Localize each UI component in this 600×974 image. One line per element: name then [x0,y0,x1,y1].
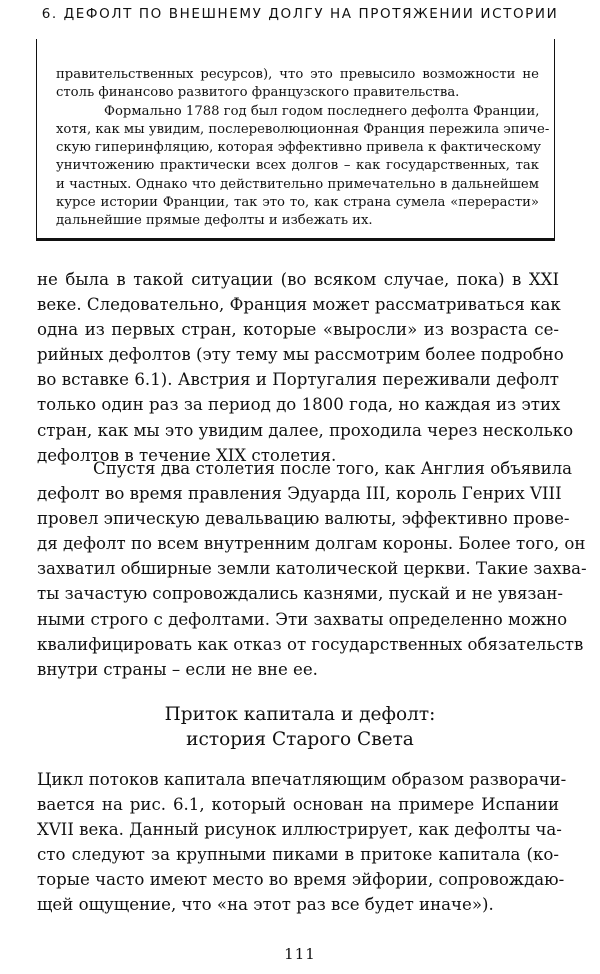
text-line: внутри страны – если не вне ее. [37,659,318,679]
page-number: 111 [284,945,316,963]
text-line: провел эпическую девальвацию валюты, эффективно прове- [37,509,570,529]
text-line: уничтожению практически всех долгов – как государственных, так [56,158,539,174]
text-line: Цикл потоков капитала впечатляющим образом разворачи- [37,770,567,789]
text-line: одна из первых стран, которые «выросли» из возраста се- [37,320,559,340]
text-line: Формально 1788 год был годом последнего дефолта Франции, [104,103,540,119]
text-line: сто следуют за крупными пиками в притоке капитала (ко- [37,845,559,865]
text-line: квалифицировать как отказ от государственных обязательств [37,634,584,654]
section-heading [0,702,600,752]
text-line: и частных. Однако что действительно примечательно в дальнейшем [56,176,539,192]
text-line: правительственных ресурсов), что это превысило возможности не [56,67,539,82]
section-heading-line: история Старого Света [186,729,414,750]
text-line: дефолт во время правления Эдуарда III, король Генрих VIII [37,484,562,504]
text-line: дефолтов в течение XIX столетия. [37,445,337,465]
text-line: Спустя два столетия после того, как Англия объявила [93,459,573,478]
text-line: дя дефолт по всем внутренним долгам короны. Более того, он [37,534,586,554]
text-line: XVII века. Данный рисунок иллюстрирует, как дефолты ча- [37,820,562,840]
running-header: 6. ДЕФОЛТ ПО ВНЕШНЕМУ ДОЛГУ НА ПРОТЯЖЕНИИ ИСТОРИИ [41,6,559,22]
text-line: только один раз за период до 1800 года, но каждая из этих [37,395,561,415]
paragraph-capital-flows [37,767,567,918]
boxed-inset-text [56,66,550,231]
text-line: не была в такой ситуации (во всяком случае, пока) в XXI [37,270,559,289]
text-line: хотя, как мы увидим, послереволюционная Франция пережила эпиче- [56,121,550,137]
paragraph-france [37,267,574,468]
section-heading-line: Приток капитала и дефолт: [164,704,436,725]
paragraph-england [37,456,587,682]
text-line: скую гиперинфляцию, которая эффективно привела к фактическому [56,140,542,156]
text-line: стран, как мы это увидим далее, проходила через несколько [37,420,574,440]
text-line: вается на рис. 6.1, который основан на примере Испании [37,795,559,815]
text-line: торые часто имеют место во время эйфории, сопровождаю- [37,870,565,890]
text-line: захватил обширные земли католической церкви. Такие захва- [37,559,587,579]
text-line: курсе истории Франции, так это то, как страна сумела «перерасти» [56,195,539,211]
text-line: веке. Следовательно, Франция может рассматриваться как [37,295,561,315]
text-line: ными строго с дефолтами. Эти захваты определенно можно [37,609,568,629]
text-line: рийных дефолтов (эту тему мы рассмотрим более подробно [37,345,564,365]
text-line: во вставке 6.1). Австрия и Португалия переживали дефолт [37,370,559,390]
text-line: столь финансово развитого французского правительства. [56,85,460,101]
text-line: ты зачастую сопровождались казнями, пускай и не увязан- [37,584,564,604]
text-line: щей ощущение, что «на этот раз все будет иначе»). [37,895,494,915]
text-line: дальнейшие прямые дефолты и избежать их. [56,213,373,229]
